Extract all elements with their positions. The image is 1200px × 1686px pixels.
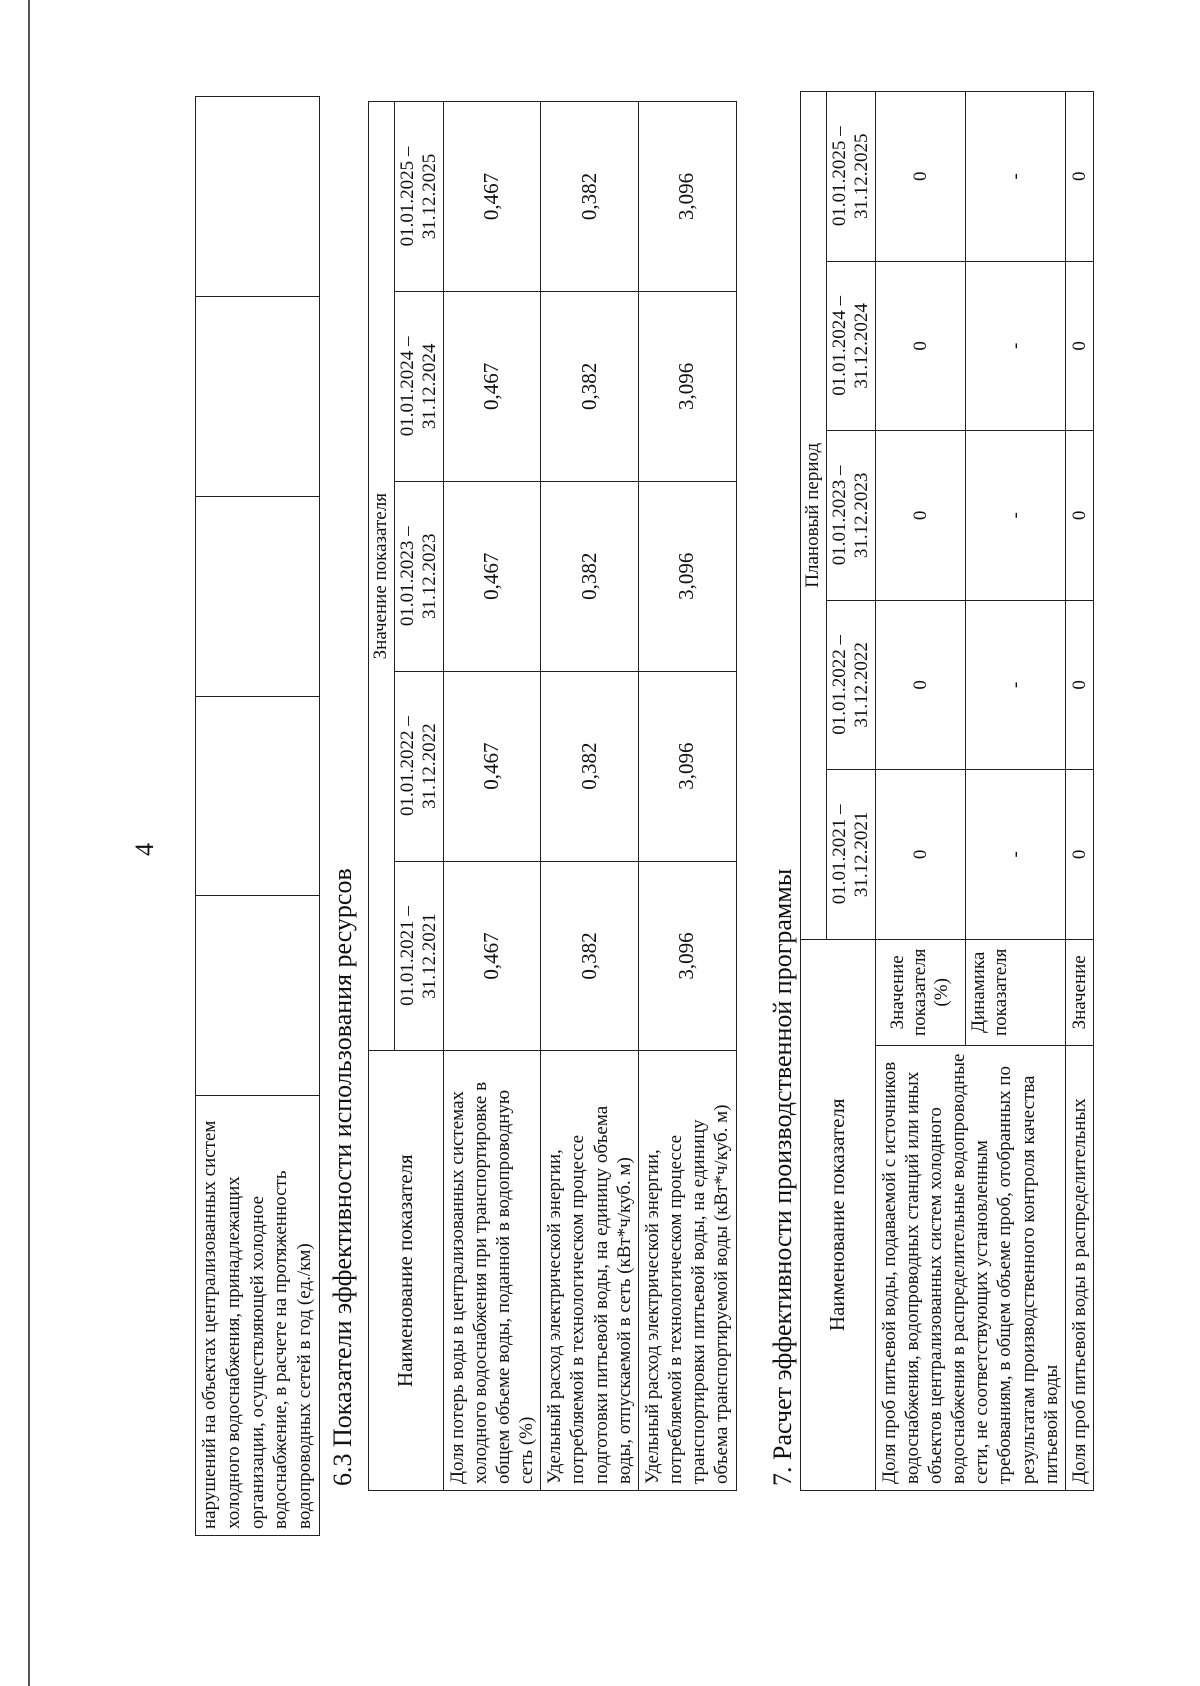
value-cell: 0 bbox=[1065, 261, 1093, 431]
value-cell: - bbox=[965, 431, 1065, 601]
page-number: 4 bbox=[130, 843, 159, 856]
value-cell: 0 bbox=[1065, 770, 1093, 940]
period-header: 01.01.2021 – 31.12.2021 bbox=[394, 861, 443, 1051]
value-cell: 0 bbox=[1065, 431, 1093, 601]
indicator-name: нарушений на объектах централизованных систем холодного водоснабжения, принадлежащих организации, осуществляющей холодное водоснабжение, в расчете на протяженность водопроводных сетей в год (ед./км) bbox=[196, 1096, 320, 1536]
value-cell: 0,382 bbox=[541, 481, 639, 671]
value-cell: 0,382 bbox=[541, 861, 639, 1051]
value-cell: - bbox=[965, 600, 1065, 770]
table-row bbox=[443, 102, 541, 1491]
value-cell bbox=[196, 896, 320, 1096]
value-cell bbox=[196, 296, 320, 496]
value-cell bbox=[196, 97, 320, 297]
table-row bbox=[875, 92, 965, 1491]
value-cell: 0 bbox=[875, 770, 965, 940]
value-cell: 3,096 bbox=[638, 861, 736, 1051]
header-group: Плановый период bbox=[801, 92, 827, 940]
period-header: 01.01.2022 – 31.12.2022 bbox=[826, 600, 875, 770]
period-header: 01.01.2025 – 31.12.2025 bbox=[394, 102, 443, 292]
table-row bbox=[196, 97, 320, 1536]
value-cell bbox=[196, 696, 320, 896]
section-6-3-title: 6.3 Показатели эффективности использования ресурсов bbox=[328, 868, 357, 1486]
value-cell: 0 bbox=[1065, 600, 1093, 770]
value-cell: 3,096 bbox=[638, 102, 736, 292]
value-cell: 3,096 bbox=[638, 671, 736, 861]
table-row bbox=[541, 102, 639, 1491]
value-cell: 0 bbox=[875, 92, 965, 262]
sub-indicator-label: Значение bbox=[1065, 939, 1093, 1045]
value-cell: 3,096 bbox=[638, 291, 736, 481]
value-cell: - bbox=[965, 770, 1065, 940]
indicator-name: Удельный расход электрической энергии, потребляемой в технологическом процессе подготовки питьевой воды, на единицу объема воды, отпускаемой в сеть (кВт*ч/куб. м) bbox=[541, 1051, 639, 1491]
header-row bbox=[801, 92, 827, 1491]
resource-efficiency-table bbox=[368, 101, 737, 1491]
value-cell: 3,096 bbox=[638, 481, 736, 671]
indicator-name: Удельный расход электрической энергии, потребляемой в технологическом процессе транспортировки питьевой воды, на единицу объема транспортируемой воды (кВт*ч/куб. м) bbox=[638, 1051, 736, 1491]
value-cell: 0,382 bbox=[541, 671, 639, 861]
value-cell bbox=[196, 496, 320, 696]
indicator-name: Доля проб питьевой воды, подаваемой с источников водоснабжения, водопроводных станций или иных объектов централизованных систем холодного водоснабжения в распределительные водопроводные сети, не соответствующих установленным требованиям, в общем объеме проб, отобранных по результатам производственного контроля качества питьевой воды bbox=[875, 1046, 1065, 1491]
header-name: Наименование показателя bbox=[801, 939, 876, 1490]
period-header: 01.01.2021 – 31.12.2021 bbox=[826, 770, 875, 940]
sub-indicator-label: Динамика показателя bbox=[965, 939, 1065, 1045]
value-cell: 0,467 bbox=[443, 861, 541, 1051]
value-cell: - bbox=[965, 92, 1065, 262]
section-7-title: 7. Расчет эффективности производственной программы bbox=[768, 868, 797, 1486]
indicator-name: Доля проб питьевой воды в распределительных bbox=[1065, 1046, 1093, 1491]
period-header: 01.01.2024 – 31.12.2024 bbox=[826, 261, 875, 431]
header-group: Значение показателя bbox=[369, 102, 395, 1051]
value-cell: 0 bbox=[875, 261, 965, 431]
period-header: 01.01.2023 – 31.12.2023 bbox=[826, 431, 875, 601]
value-cell: - bbox=[965, 261, 1065, 431]
value-cell: 0,467 bbox=[443, 102, 541, 292]
value-cell: 0 bbox=[875, 600, 965, 770]
period-header: 01.01.2024 – 31.12.2024 bbox=[394, 291, 443, 481]
period-header: 01.01.2022 – 31.12.2022 bbox=[394, 671, 443, 861]
sub-indicator-label: Значение показателя (%) bbox=[875, 939, 965, 1045]
header-name: Наименование показателя bbox=[369, 1051, 444, 1491]
value-cell: 0,467 bbox=[443, 481, 541, 671]
value-cell: 0,382 bbox=[541, 102, 639, 292]
table-row bbox=[1065, 92, 1093, 1491]
period-header: 01.01.2023 – 31.12.2023 bbox=[394, 481, 443, 671]
continuation-table bbox=[195, 96, 320, 1536]
period-header: 01.01.2025 – 31.12.2025 bbox=[826, 92, 875, 262]
value-cell: 0,382 bbox=[541, 291, 639, 481]
indicator-name: Доля потерь воды в централизованных системах холодного водоснабжения при транспортировке в общем объеме воды, поданной в водопроводную сеть (%) bbox=[443, 1051, 541, 1491]
program-efficiency-table bbox=[800, 91, 1094, 1491]
value-cell: 0,467 bbox=[443, 671, 541, 861]
header-row bbox=[369, 102, 395, 1491]
value-cell: 0 bbox=[875, 431, 965, 601]
value-cell: 0,467 bbox=[443, 291, 541, 481]
table-row bbox=[638, 102, 736, 1491]
value-cell: 0 bbox=[1065, 92, 1093, 262]
